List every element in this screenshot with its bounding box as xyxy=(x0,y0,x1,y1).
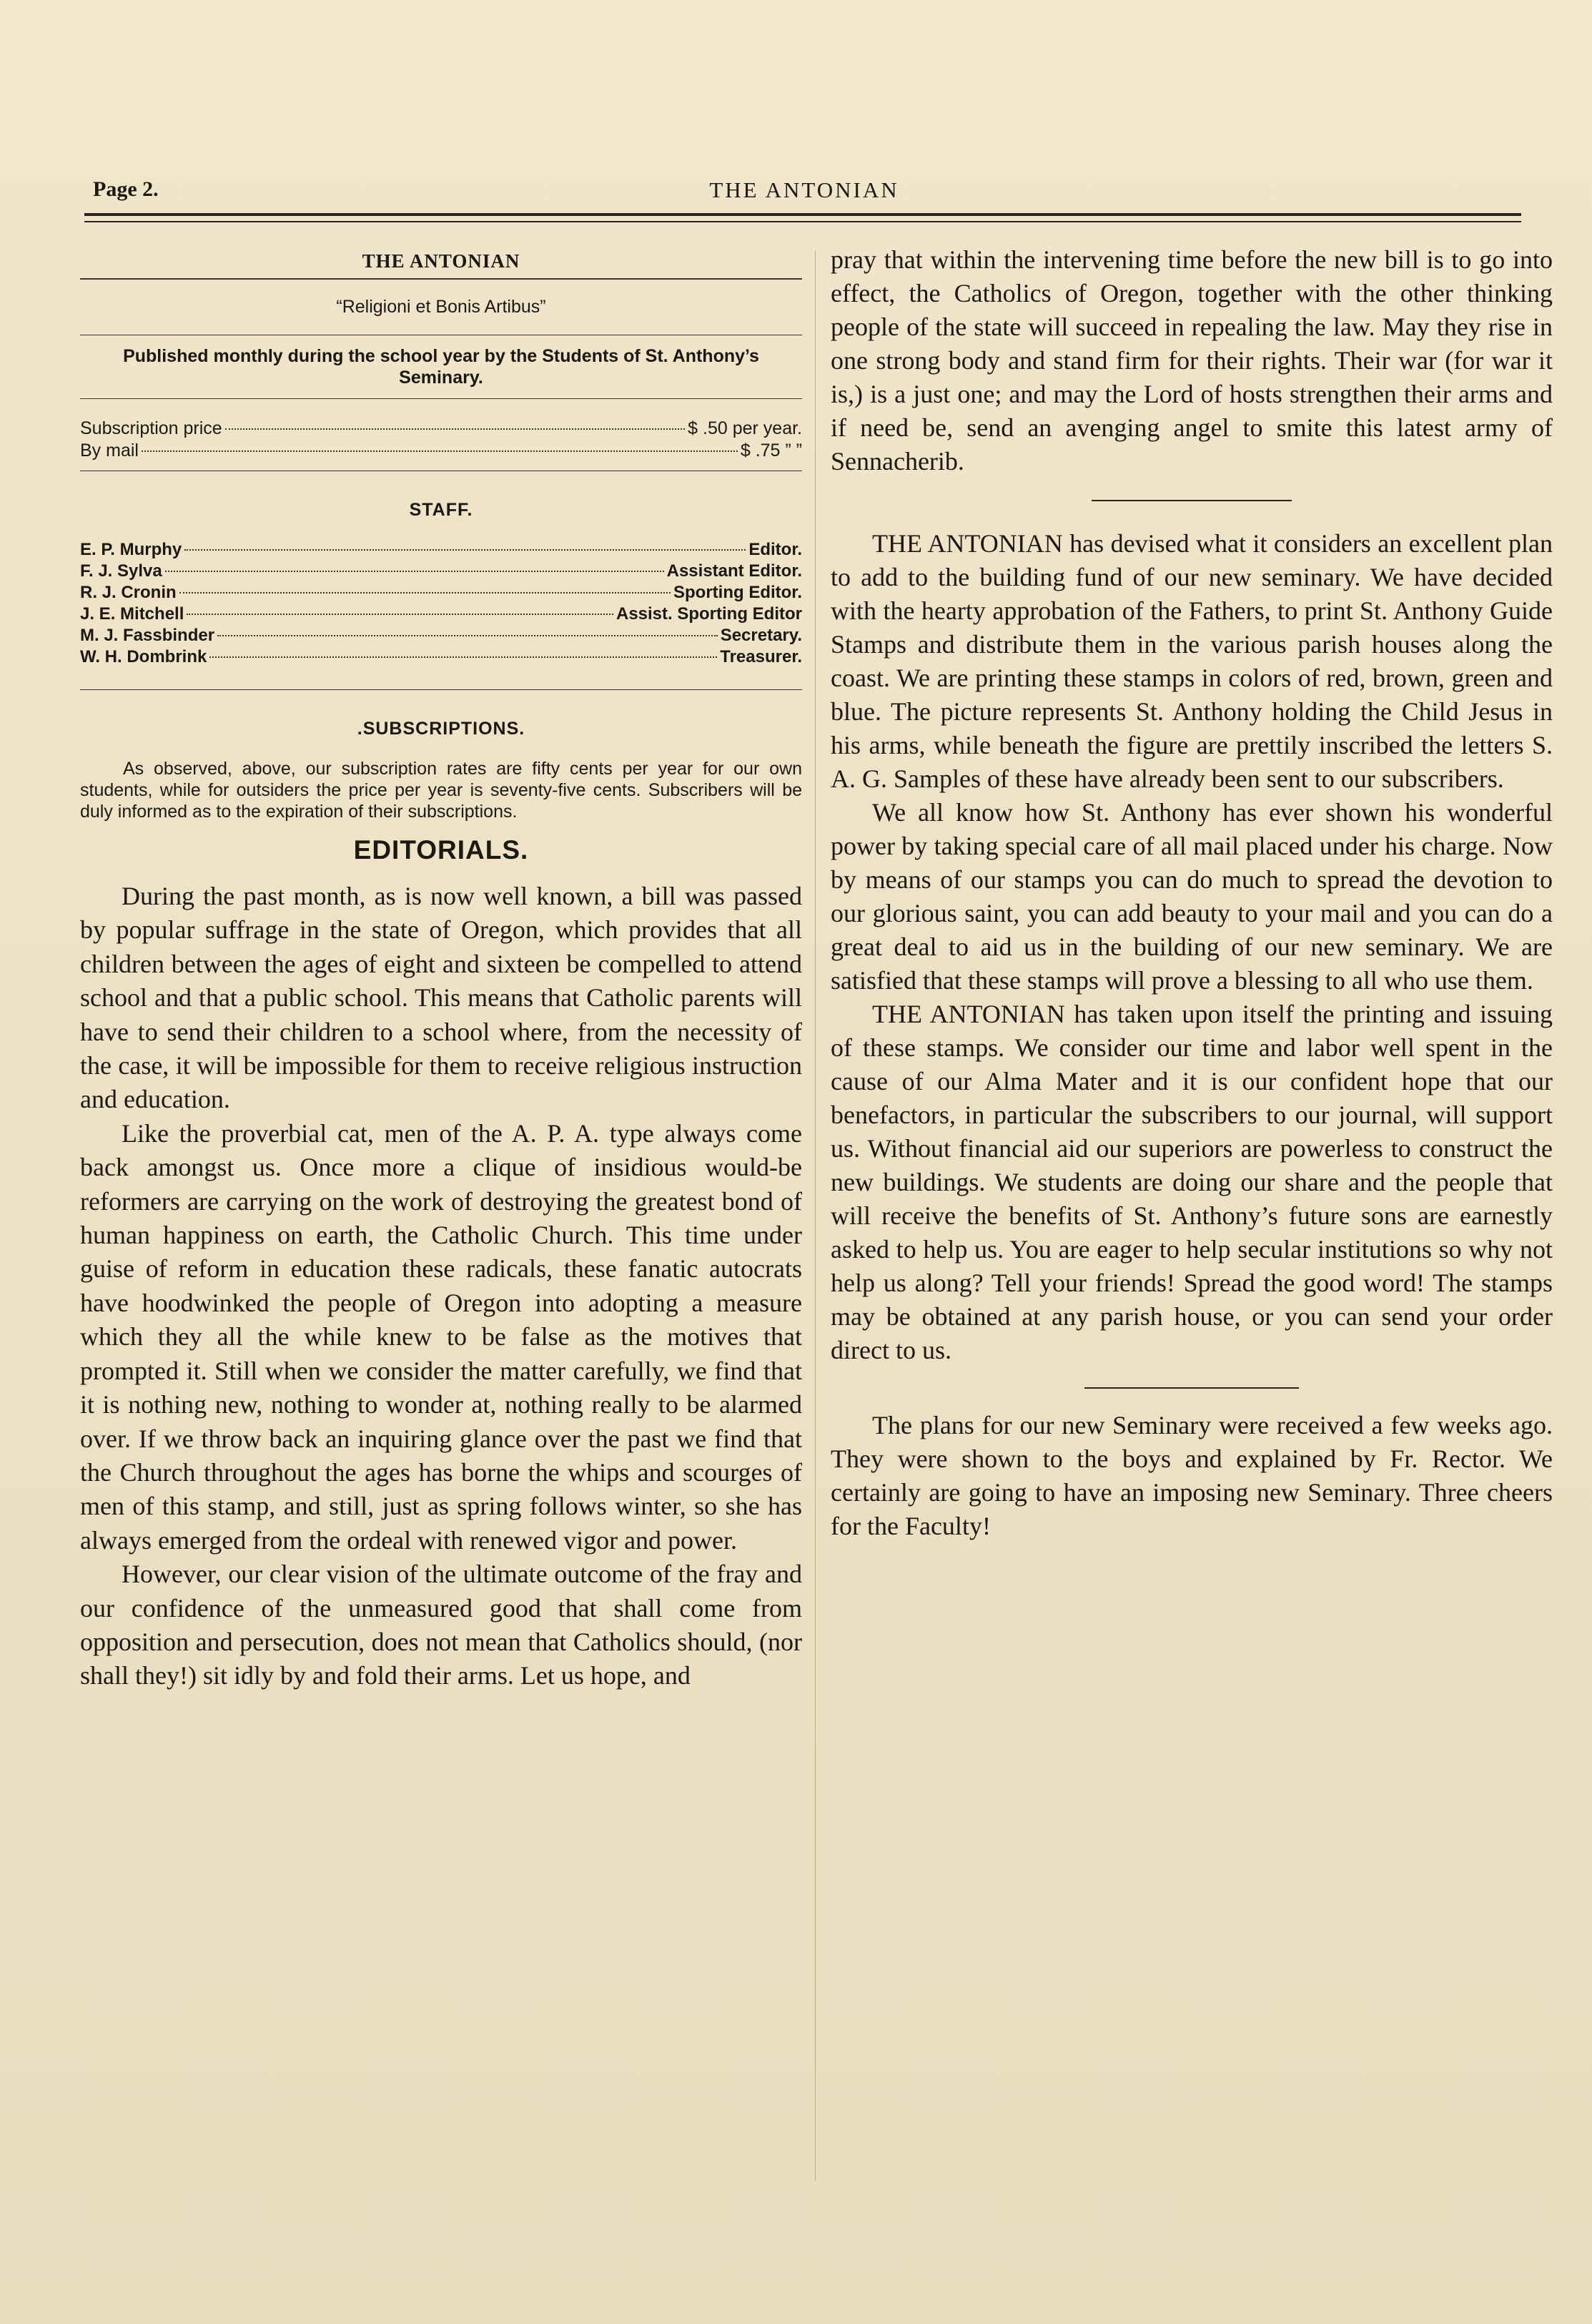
staff-list xyxy=(80,539,802,668)
column-divider xyxy=(815,250,816,2181)
staff-name: M. J. Fassbinder xyxy=(80,626,215,645)
price-label: By mail xyxy=(80,440,139,461)
price-row xyxy=(80,418,802,440)
editorials-heading: EDITORIALS. xyxy=(353,835,529,865)
editorial-paragraph: However, our clear vision of the ultimate outcome of the fray and our confidence of the unmeasured good that shall come from opposition and persecution, does not mean that Catholics should, (nor shall they!) sit idly by and fold their arms. Let us hope, and xyxy=(80,1560,802,1690)
leader-dots xyxy=(187,614,613,615)
price-label: Subscription price xyxy=(80,418,222,438)
price-row xyxy=(80,440,802,462)
subscriptions-heading: .SUBSCRIPTIONS. xyxy=(357,719,525,739)
staff-row xyxy=(80,625,802,646)
staff-name: F. J. Sylva xyxy=(80,561,162,581)
staff-name: J. E. Mitchell xyxy=(80,604,184,624)
staff-row xyxy=(80,582,802,604)
section-rule xyxy=(1084,1387,1299,1389)
leader-dots xyxy=(142,450,738,452)
section-rule xyxy=(1092,500,1292,501)
leader-dots xyxy=(184,549,746,551)
masthead-title: THE ANTONIAN xyxy=(362,250,520,272)
journal-title: THE ANTONIAN xyxy=(709,177,899,202)
divider xyxy=(80,398,802,399)
left-column xyxy=(80,243,802,1693)
running-header xyxy=(93,177,1516,209)
divider xyxy=(80,689,802,690)
staff-heading: STAFF. xyxy=(409,500,473,520)
right-column xyxy=(831,243,1553,1543)
editorial-continuation: pray that within the intervening time before the new bill is to go into effect, the Catholics of Oregon, together with the other thinking people of the state will succeed in repealing the law. May they rise in one strong body and stand firm for their rights. Their war (for war it is,) is a just one; and may the Lord of hosts strengthen their arms and if need be, send an avenging angel to smite this latest army of Sennacherib. xyxy=(831,245,1553,476)
editorials-left-body xyxy=(80,880,802,1693)
staff-role: Secretary. xyxy=(720,626,802,645)
staff-role: Sporting Editor. xyxy=(673,583,802,602)
editorial-paragraph: Like the proverbial cat, men of the A. P. A. type always come back amongst us. Once more a clique of insidious would-be reformers are carrying on the work of destroying the greatest bond of human happiness on earth, the Catholic Church. This time under guise of reform in education these radicals, these fanatic autocrats have hoodwinked the people of Oregon into adopting a measure which they all the while knew to be false as the motives that prompted it. Still when we consider the matter carefully, we find that it is nothing new, nothing to wonder at, nothing really to be alarmed over. If we throw back an inquiring glance over the past we find that the Church throughout the ages has borne the whips and scourges of men of this stamp, and still, just as spring follows winter, so she has always emerged from the ordeal with renewed vigor and power. xyxy=(80,1118,802,1555)
leader-dots xyxy=(179,592,671,594)
masthead-motto: “Religioni et Bonis Artibus” xyxy=(336,297,546,317)
staff-role: Editor. xyxy=(748,540,802,559)
stamps-paragraph: THE ANTONIAN has devised what it considers an excellent plan to add to the building fund of our new seminary. We have decided with the hearty approbation of the Fathers, to print St. Anthony Guide Stamps and distribute them in the various parish houses along the coast. We are printing these stamps in colors of red, brown, green and blue. The picture represents St. Anthony holding the Child Jesus in his arms, while beneath the figure are prettily inscribed the letters S. A. G. Samples of these have already been sent to our subscribers. xyxy=(831,529,1553,793)
staff-name: W. H. Dombrink xyxy=(80,647,207,666)
staff-row xyxy=(80,646,802,668)
price-value: $ .75 ” ” xyxy=(740,440,802,461)
subscriptions-text: As observed, above, our subscription rates are fifty cents per year for our own students, while for outsiders the price per year is seventy-five cents. Subscribers will be duly informed as to the expiration of their subscriptions. xyxy=(80,759,802,822)
staff-role: Assist. Sporting Editor xyxy=(615,604,802,624)
subscription-prices xyxy=(80,418,802,462)
leader-dots xyxy=(225,428,685,430)
staff-role: Treasurer. xyxy=(720,647,802,666)
staff-row xyxy=(80,561,802,582)
publication-note: Published monthly during the school year by the Students of St. Anthony’s Seminary. xyxy=(123,346,759,388)
page-number: Page 2. xyxy=(93,177,159,201)
staff-name: R. J. Cronin xyxy=(80,583,177,602)
header-rule xyxy=(84,213,1521,222)
staff-row xyxy=(80,539,802,561)
stamps-paragraph: We all know how St. Anthony has ever shown his wonderful power by taking special care of all mail placed under his charge. Now by means of our stamps you can do much to spread the devotion to our glorious saint, you can add beauty to your mail and you can do a great deal to aid us in the building of our new seminary. We are satisfied that these stamps will prove a blessing to all who use them. xyxy=(831,798,1553,995)
plans-paragraph: The plans for our new Seminary were received a few weeks ago. They were shown to the boys and explained by Fr. Rector. We certainly are going to have an imposing new Seminary. Three cheers for the Faculty! xyxy=(831,1411,1553,1540)
stamps-paragraph: THE ANTONIAN has taken upon itself the printing and issuing of these stamps. We consider our time and labor well spent in the cause of our Alma Mater and it is our confident hope that our benefactors, in particular the subscribers to our journal, will support us. Without financial aid our superiors are powerless to construct the new buildings. We students are doing our share and the people that will receive the benefits of St. Anthony’s future sons are earnestly asked to help us. You are eager to help secular institutions so why not help us along? Tell your friends! Spread the good word! The stamps may be obtained at any parish house, or you can send your order direct to us. xyxy=(831,1000,1553,1364)
price-value: $ .50 per year. xyxy=(688,418,802,438)
staff-role: Assistant Editor. xyxy=(666,561,802,581)
staff-row xyxy=(80,604,802,625)
leader-dots xyxy=(165,571,664,572)
leader-dots xyxy=(209,656,717,658)
editorials-right-body xyxy=(831,243,1553,1543)
masthead-rule xyxy=(80,278,802,280)
editorial-paragraph: During the past month, as is now well known, a bill was passed by popular suffrage in the state of Oregon, which provides that all children between the ages of eight and sixteen be compelled to attend school and that a public school. This means that Catholic parents will have to send their children to a school where, from the necessity of the case, it will be impossible for them to receive religious instruction and education. xyxy=(80,882,802,1114)
leader-dots xyxy=(217,635,718,636)
staff-name: E. P. Murphy xyxy=(80,540,182,559)
